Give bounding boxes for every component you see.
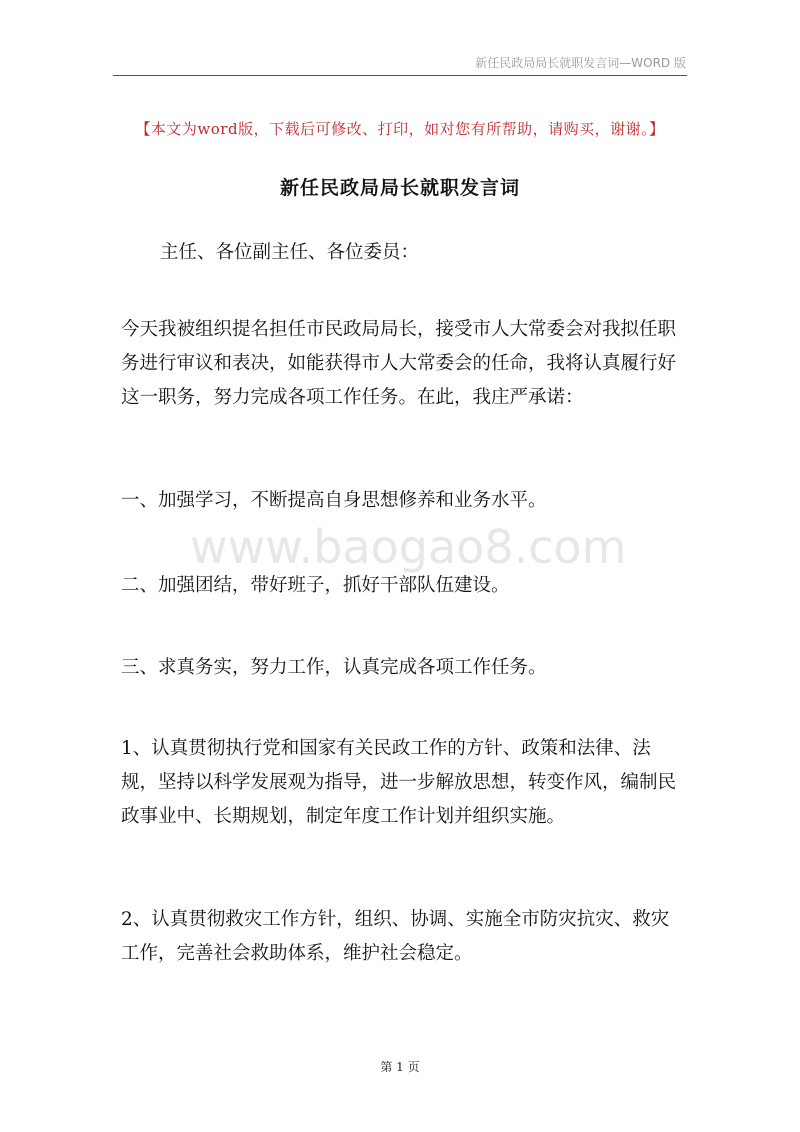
purchase-notice: 【本文为word版，下载后可修改、打印，如对您有所帮助，请购买，谢谢。】 bbox=[135, 120, 665, 138]
page-number: 第 1 页 bbox=[380, 1060, 420, 1074]
watermark-text: www.baogao8.com bbox=[190, 520, 627, 574]
paragraph-item-1: 1、认真贯彻执行党和国家有关民政工作的方针、政策和法律、法规，坚持以科学发展观为指导，进一步解放思想，转变作风，编制民政事业中、长期规划，制定年度工作计划并组织实施。 bbox=[121, 738, 677, 827]
running-header-title: 新任民政局局长就职发言词—WORD 版 bbox=[475, 56, 686, 70]
header-divider bbox=[113, 75, 687, 76]
document-title: 新任民政局局长就职发言词 bbox=[279, 177, 520, 199]
paragraph-item-2: 2、认真贯彻救灾工作方针，组织、协调、实施全市防灾抗灾、救灾工作，完善社会救助体系，维护社会稳定。 bbox=[121, 909, 670, 964]
paragraph-pledge-2: 二、加强团结，带好班子，抓好干部队伍建设。 bbox=[121, 575, 510, 596]
paragraph-intro: 今天我被组织提名担任市民政局局长，接受市人大常委会对我拟任职务进行审议和表决，如能获得市人大常委会的任命，我将认真履行好这一职务，努力完成各项工作任务。在此，我庄严承诺： bbox=[121, 319, 677, 408]
paragraph-pledge-1: 一、加强学习，不断提高自身思想修养和业务水平。 bbox=[121, 490, 547, 511]
salutation: 主任、各位副主任、各位委员： bbox=[160, 242, 420, 263]
paragraph-pledge-3: 三、求真务实，努力工作，认真完成各项工作任务。 bbox=[121, 657, 547, 678]
